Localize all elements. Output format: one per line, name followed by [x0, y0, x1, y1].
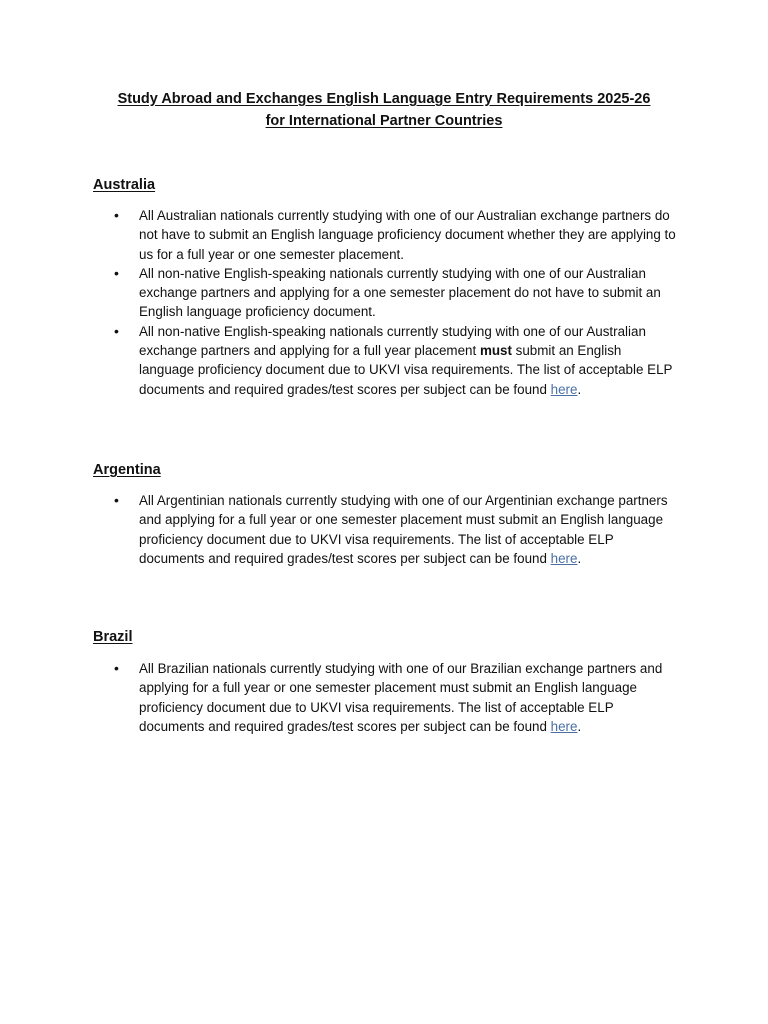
bullet-item: [113, 264, 678, 322]
here-link-australia[interactable]: here: [550, 381, 578, 397]
bullet-end: .: [577, 381, 582, 397]
bullet-list-australia: [113, 206, 678, 399]
bullet-text: All non-native English-speaking nationals currently studying with one of our Australian exchange partners and applying for a one semester placement do not have to submit an English language proficiency document.: [139, 265, 661, 320]
bullet-item: [113, 206, 678, 264]
here-link-brazil[interactable]: here: [550, 718, 578, 734]
bullet-item: [113, 659, 678, 736]
section-heading-brazil: Brazil: [93, 629, 133, 645]
bullet-text: submit an English language proficiency document due to UKVI visa requirements. The list of acceptable ELP documents and required grades/test scores per subject can be found: [139, 343, 673, 397]
bullet-item: [113, 322, 678, 399]
bullet-text: All Australian nationals currently studying with one of our Australian exchange partners do not have to submit an English language proficiency document whether they are applying to us for a full year or one semester placement.: [139, 208, 676, 262]
bullet-end: .: [577, 550, 582, 566]
bullet-text: All non-native English-speaking nationals currently studying with one of our Australian exchange partners and applying for a full year placement: [139, 323, 646, 359]
bullet-list-brazil: [113, 659, 678, 736]
bullet-text: All Brazilian nationals currently studying with one of our Brazilian exchange partners and applying for a full year or one semester placement must submit an English language proficiency document due to UKVI visa requirements. The list of acceptable ELP documents and required grades/test scores per subject can be found: [139, 661, 663, 734]
document-title-line2: for International Partner Countries: [265, 113, 503, 129]
bold-emphasis: must: [479, 343, 512, 359]
section-heading-australia: Australia: [93, 177, 156, 193]
bullet-text: All Argentinian nationals currently studying with one of our Argentinian exchange partners and applying for a full year or one semester placement must submit an English language proficiency document due to UKVI visa requirements. The list of acceptable ELP documents and required grades/test scores per subject can be found: [139, 493, 668, 566]
document-title-line1: Study Abroad and Exchanges English Language Entry Requirements 2025-26: [117, 91, 651, 107]
bullet-item: [113, 491, 678, 568]
bullet-list-argentina: [113, 491, 678, 568]
document-title: [92, 88, 676, 132]
bullet-end: .: [577, 718, 582, 734]
here-link-argentina[interactable]: here: [550, 550, 578, 566]
section-heading-argentina: Argentina: [93, 462, 161, 478]
